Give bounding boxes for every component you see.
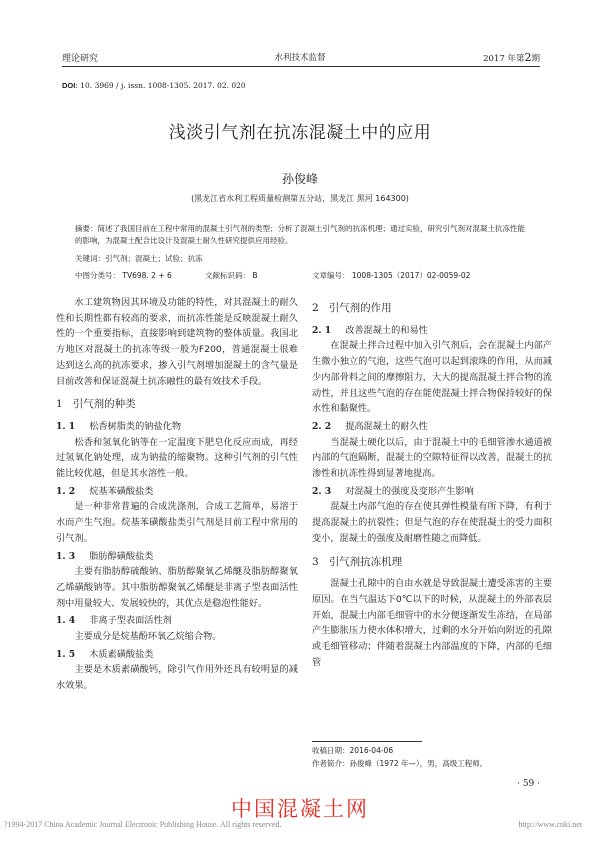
section-2-2-heading — [312, 419, 552, 435]
header-issue-suffix: 期 — [531, 54, 540, 64]
left-column — [56, 295, 298, 694]
section-1-3-text: 主要有脂肪醇硫酸钠、脂肪醇聚氧乙烯醚及脂肪醇聚氧乙烯磺酸钠等。其中脂肪醇聚氧乙烯醚是非离子型表面活性剂中用量较大、发展较快的，其优点是稳泡性能好。 — [56, 566, 298, 609]
section-1-3-heading — [56, 549, 298, 565]
section-1-1-title: 松香树脂类的钠盐化物 — [89, 420, 182, 432]
section-1-5-heading — [56, 647, 298, 663]
header-issue — [483, 51, 540, 64]
article-number-value: 1008-1305（2017）02-0059-02 — [351, 271, 471, 280]
section-1-5-title: 木质素磺酸盐类 — [89, 648, 154, 660]
header-year: 2017 年第 — [483, 54, 525, 64]
section-3-text: 混凝土孔隙中的自由水就是导致混凝土遭受冻害的主要原因。在当气温达下0℃以下的时候，从混凝土的外部表层开始，混凝土内部毛细管中的水分便逐渐发生冻结，在局部产生膨胀压力使水体积增大，过剩的水分开始向附近的孔隙或毛细管移动；伴随着混凝土内部温度的下降，内部的毛细管 — [312, 578, 552, 668]
article-number-label: 文章编号： — [312, 271, 350, 280]
footnotes — [312, 745, 487, 770]
section-2-3-number: 2. 3 — [312, 485, 332, 497]
clc-number — [75, 270, 172, 281]
section-1-3-title: 脂肪醇磺酸盐类 — [89, 550, 154, 562]
received-date: 收稿日期：2016-04-06 — [312, 746, 394, 755]
watermark-logo: 中国混凝土网 — [231, 797, 369, 821]
doi-label: DOI — [62, 81, 76, 90]
doi-value: : 10. 3969 / j. issn. 1008-1305. 2017. 02. 020 — [75, 81, 246, 90]
section-1-4-number: 1. 4 — [56, 615, 76, 627]
section-3-heading — [312, 555, 552, 571]
clc-value: TV698. 2 + 6 — [122, 271, 172, 280]
footer-copyright: ?1994-2017 China Academic Journal Electronic Publishing House. All rights reserved. — [4, 820, 282, 829]
abstract-label: 摘要： — [75, 224, 98, 233]
section-1-title: 引气剂的种类 — [72, 398, 136, 411]
section-1-2-title: 烷基苯磺酸盐类 — [89, 485, 154, 497]
section-2-1-title: 改善混凝土的和易性 — [345, 324, 428, 336]
keywords-label: 关键词： — [75, 254, 105, 263]
document-code — [205, 270, 258, 281]
header-section-label: 理论研究 — [62, 54, 99, 64]
section-2-1-text: 在混凝土拌合过程中加入引气剂后，会在混凝土内部产生微小独立的气泡，这些气泡可以起到滚珠的作用，从而减少内部骨料之间的摩擦阻力，大大的提高混凝土拌合物的流动性，并且这些气泡的存在能使混凝土拌合物保持较好的保水性和黏聚性。 — [312, 340, 552, 415]
section-1-5-text: 主要是木质素磺酸钙，除引气作用外还具有较明显的减水效果。 — [56, 664, 298, 692]
footer-site-link[interactable]: http://www.cnki.net — [518, 820, 582, 829]
header-journal-name: 水利技术监督 — [274, 53, 326, 63]
keywords-text: 引气剂；混凝土；试验；抗冻 — [105, 254, 203, 263]
abstract-text: 简述了我国目前在工程中常用的混凝土引气剂的类型；分析了混凝土引气剂的抗冻机理；通过实验，研究引气剂对混凝土抗冻性能的影响，为混凝土配合比设计及混凝土耐久性研究提供应用经验。 — [75, 224, 525, 245]
document-code-label: 文献标识码： — [205, 271, 250, 280]
section-1-5-number: 1. 5 — [56, 648, 76, 660]
section-1-2-text: 是一种非常普遍的合成洗涤剂，合成工艺简单，易溶于水而产生气泡。烷基苯磺酸盐类引气剂是目前工程中常用的引气剂。 — [56, 501, 298, 544]
section-1-number: 1 — [56, 398, 63, 411]
section-3-number: 3 — [312, 555, 319, 568]
page-number: · 59 · — [517, 779, 540, 789]
section-2-3-text: 混凝土内部气泡的存在使其弹性模量有所下降，有利于提高混凝土的抗裂性；但是气泡的存在使混凝土的受力面积变小，混凝土的强度及耐磨性随之而降低。 — [312, 501, 552, 544]
article-title: 浅淡引气剂在抗冻混凝土中的应用 — [168, 123, 432, 143]
section-1-2-heading — [56, 484, 298, 500]
right-column — [312, 295, 552, 670]
abstract — [75, 223, 531, 247]
header-rule — [62, 66, 540, 67]
author-affiliation: (黑龙江省水利工程质量检测第五分站，黑龙江 黑河 164300) — [191, 194, 409, 203]
section-1-4-title: 非离子型表面活性剂 — [89, 615, 172, 627]
clc-label: 中图分类号： — [75, 271, 120, 280]
section-1-1-heading — [56, 419, 298, 435]
footnote-rule — [312, 741, 422, 742]
keywords — [75, 253, 203, 264]
section-2-1-number: 2. 1 — [312, 324, 332, 336]
section-2-3-title: 对混凝土的强度及变形产生影响 — [345, 485, 474, 497]
section-1-3-number: 1. 3 — [56, 550, 76, 562]
section-2-1-heading — [312, 323, 552, 339]
document-code-value: B — [252, 271, 258, 280]
section-1-2-number: 1. 2 — [56, 485, 76, 497]
section-2-title: 引气剂的作用 — [328, 302, 392, 314]
article-number — [312, 270, 470, 281]
section-2-2-text: 当混凝土硬化以后，由于混凝土中的毛细管渗水通道被内部的气泡隔断，混凝土的空隙特征得以改善，混凝土的抗渗性和抗冻性得到显著地提高。 — [312, 436, 552, 480]
section-2-heading — [312, 301, 552, 317]
section-1-1-number: 1. 1 — [56, 420, 76, 432]
section-1-heading — [56, 397, 298, 413]
section-2-number: 2 — [312, 302, 319, 314]
section-1-4-heading — [56, 613, 298, 629]
section-2-3-heading — [312, 484, 552, 500]
section-2-2-title: 提高混凝土的耐久性 — [345, 420, 428, 432]
doi-line — [62, 81, 246, 90]
author-bio: 作者简介：孙俊峰（1972 年—），男，高级工程师。 — [312, 758, 488, 768]
header-issue-number: 2 — [524, 51, 532, 64]
section-1-4-text: 主要成分是烷基酚环氧乙烷缩合物。 — [74, 631, 222, 643]
intro-paragraph: 水工建筑物因其环境及功能的特性，对其混凝土的耐久性和长期性都有较高的要求，而抗冻性能是反映混凝土耐久性的一个重要指标，直接影响到建筑物的整体质量。我国北方地区对混凝土的抗冻等级一般为F200，普通混凝土很难达到这么高的抗冻要求，掺入引气剂增加混凝土的含气量是目前改善和保证混凝土抗冻融性的最有效技术手段。 — [56, 297, 298, 387]
section-2-2-number: 2. 2 — [312, 420, 332, 432]
section-3-title: 引气剂抗冻机理 — [328, 555, 403, 568]
article-author: 孙俊峰 — [281, 172, 318, 186]
section-1-1-text: 松香和氢氧化钠等在一定温度下肥皂化反应而成，再经过氢氧化钠处理，成为钠盐的缩聚物。这种引气剂的引气性能比较优越，但是其水溶性一般。 — [56, 436, 298, 480]
